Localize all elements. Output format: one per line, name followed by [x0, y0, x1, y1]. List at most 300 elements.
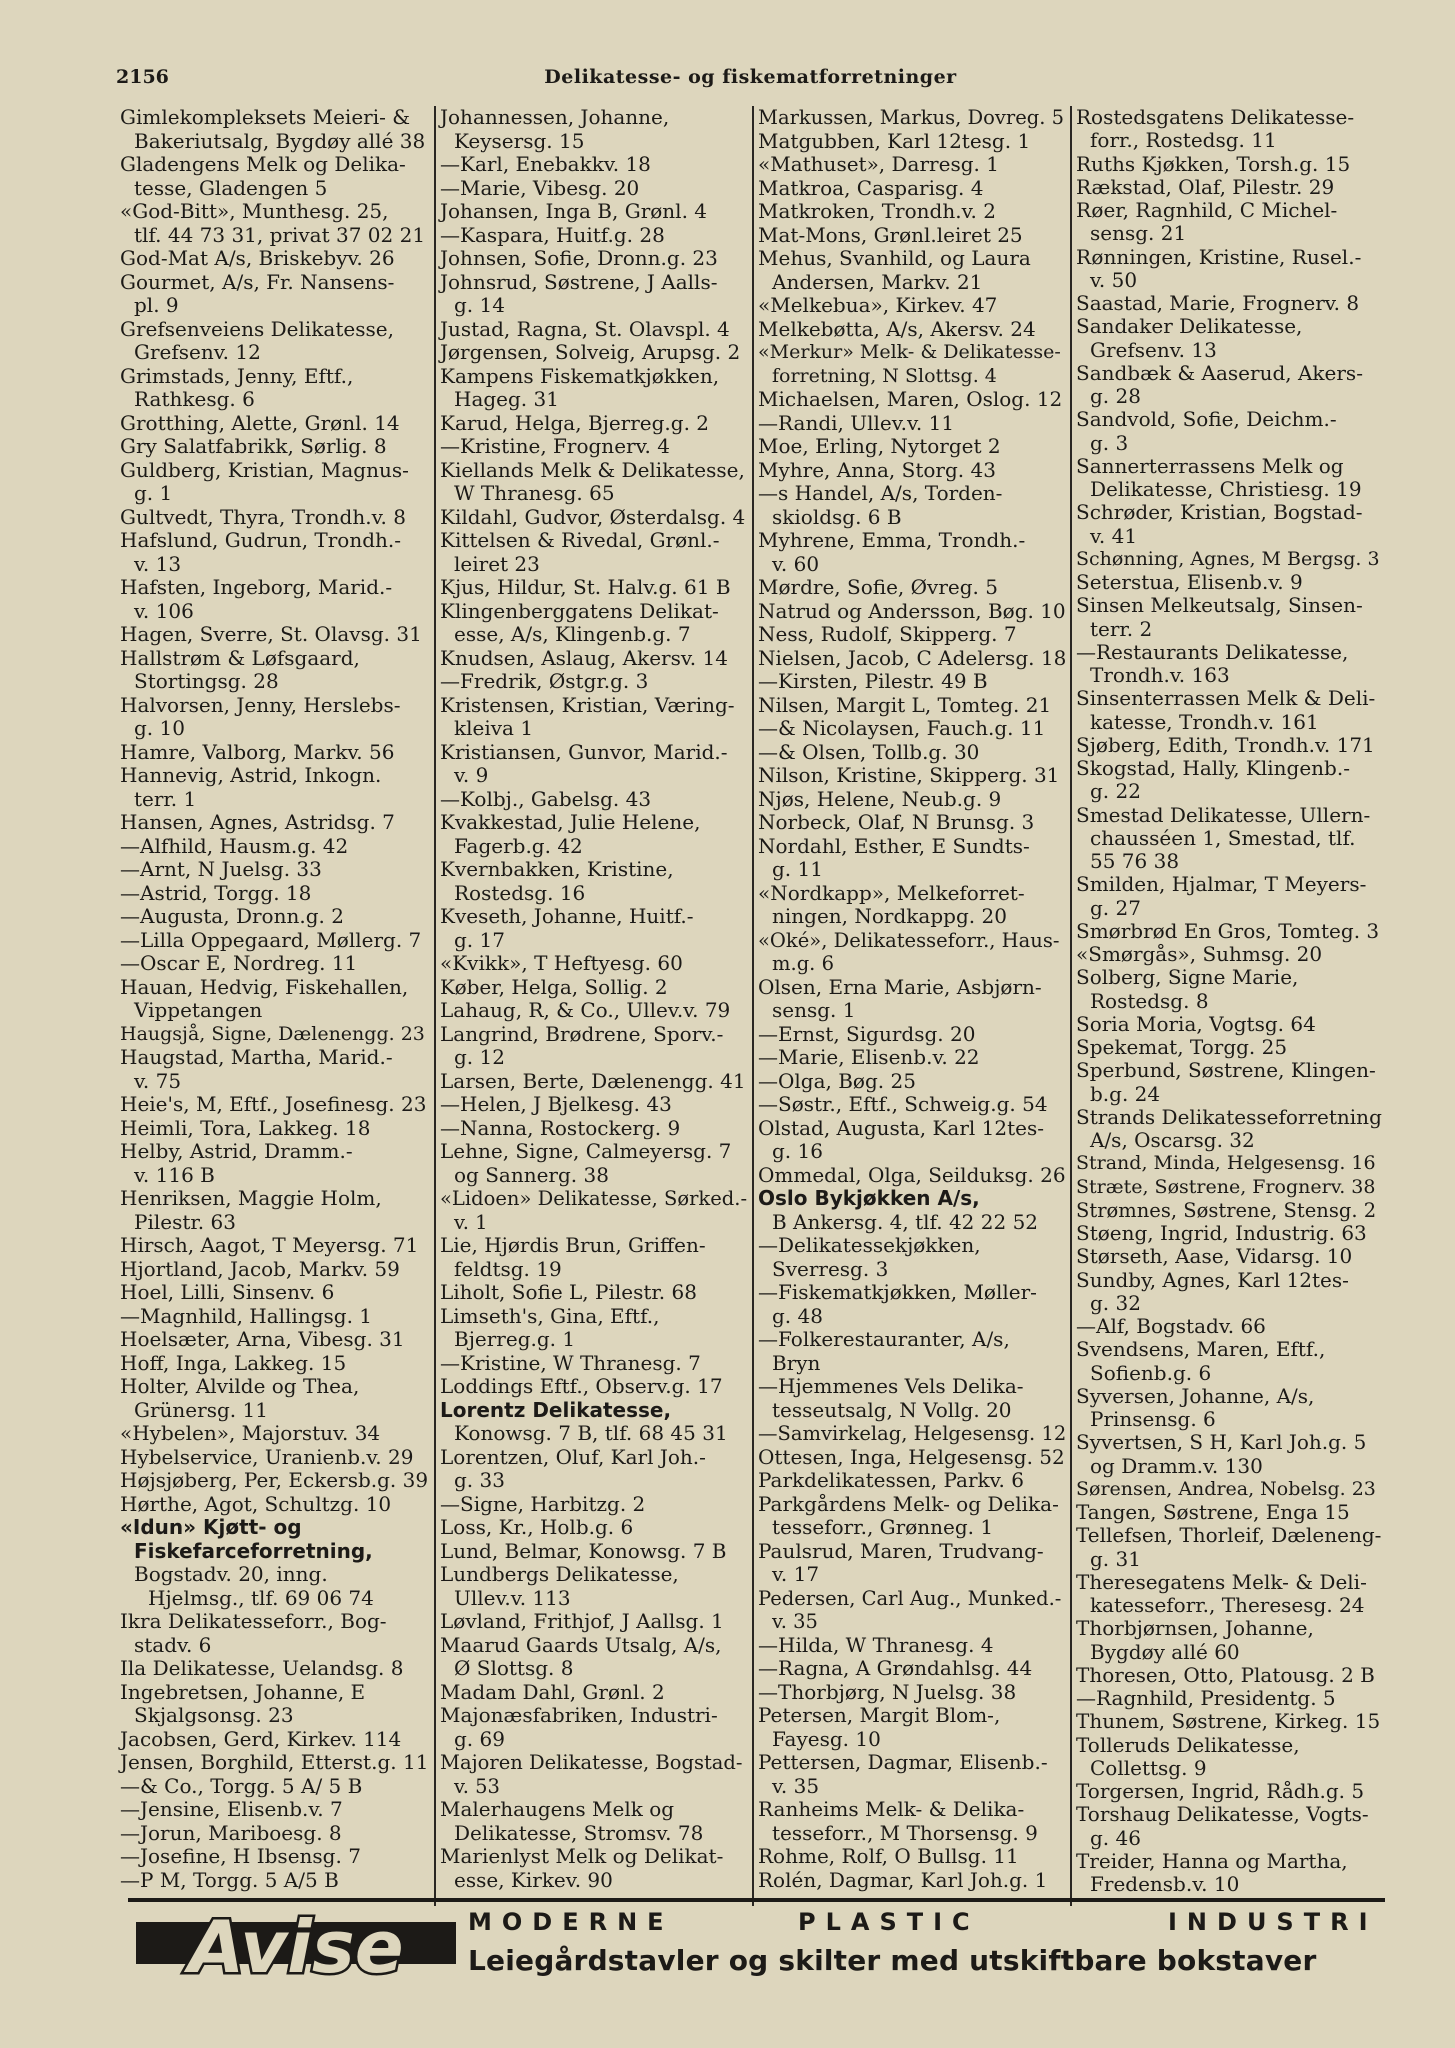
directory-entry [120, 858, 430, 882]
entry-line: Syvertsen, S H, Karl Joh.g. 5 [1076, 1430, 1367, 1455]
entry-line: Tellefsen, Thorleif, Dæleneng- [1076, 1523, 1382, 1548]
entry-line: Gladengens Melk og Delika- [120, 152, 406, 176]
entry-line: Skogstad, Hally, Klingenb.- [1076, 756, 1350, 780]
entry-line: —Fredrik, Østgr.g. 3 [440, 669, 649, 693]
directory-entry [1076, 1431, 1382, 1478]
entry-line: Michaelsen, Maren, Oslog. 12 [758, 387, 1063, 411]
entry-line: Strømnes, Søstrene, Stensg. 2 [1076, 1198, 1377, 1222]
directory-entry [758, 1328, 1066, 1375]
entry-line: Mehus, Svanhild, og Laura [758, 246, 1031, 270]
directory-entry [1076, 1245, 1382, 1268]
directory-column-1 [116, 106, 434, 1906]
directory-entry [440, 1352, 748, 1376]
entry-line: Grefsenv. 12 [134, 340, 261, 364]
entry-line: «Idun» Kjøtt- og [120, 1515, 302, 1539]
entry-line: Matgubben, Karl 12tesg. 1 [758, 128, 1031, 153]
entry-line: Torshaug Delikatesse, Vogts- [1076, 1802, 1369, 1827]
entry-line: Rønningen, Kristine, Rusel.- [1076, 244, 1362, 269]
entry-line: Sofienb.g. 6 [1090, 1360, 1212, 1385]
entry-line: g. 69 [454, 1726, 505, 1751]
directory-entry [120, 764, 430, 811]
entry-line: Gultvedt, Thyra, Trondh.v. 8 [120, 504, 406, 529]
entry-line: g. 1 [134, 481, 173, 505]
entry-line: sensg. 1 [772, 998, 856, 1022]
entry-line: «Hybelen», Majorstuv. 34 [120, 1421, 381, 1445]
directory-entry [120, 1422, 430, 1446]
entry-line: Haugsjå, Signe, Dælenengg. 23 [120, 1022, 425, 1045]
directory-entry [120, 1563, 430, 1610]
entry-line: Bjerreg.g. 1 [454, 1327, 576, 1351]
entry-line: —& Co., Torgg. 5 A/ 5 B [120, 1773, 363, 1798]
directory-entry [758, 1657, 1066, 1681]
directory-column-2 [434, 106, 752, 1906]
directory-entry [120, 741, 430, 765]
entry-line: Johannessen, Johanne, [440, 106, 670, 129]
directory-entry [758, 811, 1066, 835]
directory-entry [120, 1328, 430, 1352]
directory-entry [1076, 1385, 1382, 1432]
entry-line: Natrud og Andersson, Bøg. 10 [758, 598, 1066, 623]
entry-line: Sinsenterrassen Melk & Deli- [1076, 686, 1376, 711]
entry-line: Ø Slottsg. 8 [454, 1656, 574, 1680]
entry-line: —Fiskematkjøkken, Møller- [758, 1280, 1037, 1304]
entry-line: —Folkerestauranter, A/s, [758, 1327, 1010, 1351]
directory-column-3 [752, 106, 1070, 1906]
entry-line: Thoresen, Otto, Platousg. 2 B [1076, 1662, 1375, 1687]
directory-entry [1076, 966, 1382, 1013]
entry-line: Tangen, Søstrene, Enga 15 [1076, 1500, 1350, 1524]
entry-line: —Augusta, Dronn.g. 2 [120, 904, 344, 928]
directory-entry [440, 412, 748, 436]
directory-entry [758, 1869, 1066, 1893]
entry-line: Smestad Delikatesse, Ullern- [1076, 802, 1371, 827]
directory-entry [120, 1023, 430, 1047]
entry-line: Thunem, Søstrene, Kirkeg. 15 [1076, 1709, 1381, 1734]
entry-line: «God-Bitt», Munthesg. 25, [120, 199, 389, 223]
directory-entry [120, 1681, 430, 1728]
entry-line: Helby, Astrid, Dramm.- [120, 1139, 353, 1163]
entry-line: —Ragnhild, Presidentg. 5 [1076, 1686, 1336, 1710]
directory-entry [440, 153, 748, 177]
entry-line: Johansen, Inga B, Grønl. 4 [440, 199, 708, 223]
directory-entry [440, 905, 748, 952]
directory-entry [758, 388, 1066, 412]
directory-entry [440, 952, 748, 976]
entry-line: Kampens Fiskematkjøkken, [440, 363, 720, 388]
directory-entry [120, 976, 430, 1023]
entry-line: Jensen, Borghild, Etterst.g. 11 [120, 1750, 429, 1774]
entry-line: —Kristine, Frognerv. 4 [440, 434, 670, 458]
entry-line: tlf. 44 73 31, privat 37 02 21 [134, 222, 426, 247]
entry-line: v. 41 [1090, 523, 1138, 548]
entry-line: Theresegatens Melk- & Deli- [1076, 1569, 1367, 1594]
directory-entry [1076, 292, 1382, 315]
entry-line: Hagen, Sverre, St. Olavsg. 31 [120, 622, 422, 646]
directory-entry [120, 1140, 430, 1187]
entry-line: Strands Delikatesseforretning [1076, 1104, 1382, 1129]
directory-entry [120, 318, 430, 365]
directory-entry [120, 1657, 430, 1681]
directory-entry [758, 1023, 1066, 1047]
directory-entry [120, 1775, 430, 1799]
entry-line: —Kristine, W Thranesg. 7 [440, 1350, 701, 1375]
entry-line: Gry Salatfabrikk, Sørlig. 8 [120, 434, 387, 458]
entry-line: Hageg. 31 [454, 387, 559, 411]
entry-line: —Søstr., Eftf., Schweig.g. 54 [758, 1092, 1048, 1116]
directory-entry [1076, 1106, 1382, 1153]
entry-line: Rathkesg. 6 [134, 387, 255, 411]
entry-line: Hauan, Hedvig, Fiskehallen, [120, 974, 409, 999]
ad-word-plastic: PLASTIC [798, 1908, 980, 1936]
directory-entry [1076, 571, 1382, 594]
entry-line: Ranheims Melk- & Delika- [758, 1797, 1025, 1821]
entry-line: Johnsrud, Søstrene, J Aalls- [440, 269, 718, 294]
directory-entry [120, 882, 430, 906]
directory-entry [1076, 687, 1382, 734]
entry-line: Haugstad, Martha, Marid.- [120, 1045, 393, 1069]
directory-entry [1076, 1199, 1382, 1222]
entry-line: Madam Dahl, Grønl. 2 [440, 1679, 665, 1704]
directory-entry [1076, 455, 1382, 502]
entry-line: Sundby, Agnes, Karl 12tes- [1076, 1267, 1349, 1292]
directory-entry [440, 1399, 748, 1423]
directory-entry [758, 412, 1066, 436]
entry-line: —Helen, J Bjelkesg. 43 [440, 1092, 672, 1116]
entry-line: v. 50 [1090, 267, 1138, 292]
entry-line: v. 17 [772, 1562, 820, 1586]
directory-entry [758, 647, 1066, 671]
entry-line: Sandbæk & Aaserud, Akers- [1076, 360, 1363, 385]
entry-line: Kveseth, Johanne, Huitf.- [440, 904, 694, 928]
directory-entry [758, 1493, 1066, 1540]
directory-entry [1076, 1501, 1382, 1524]
entry-line: Lorentzen, Oluf, Karl Joh.- [440, 1444, 706, 1469]
directory-entry [120, 1375, 430, 1422]
directory-entry [120, 153, 430, 200]
entry-line: esse, A/s, Klingenb.g. 7 [454, 622, 691, 646]
directory-entry [440, 1281, 748, 1305]
directory-entry [758, 1540, 1066, 1587]
directory-entry [440, 976, 748, 1000]
entry-line: Kildahl, Gudvor, Østerdalsg. 4 [440, 504, 746, 529]
directory-entry [120, 1305, 430, 1329]
entry-line: Hybelservice, Uranienb.v. 29 [120, 1444, 414, 1469]
entry-line: Svendsens, Maren, Eftf., [1076, 1337, 1326, 1362]
directory-entry [1076, 594, 1382, 641]
entry-line: Myhre, Anna, Storg. 43 [758, 457, 996, 482]
entry-line: —Olga, Bøg. 25 [758, 1068, 916, 1093]
entry-line: Ommedal, Olga, Seilduksg. 26 [758, 1162, 1066, 1187]
page-title: Delikatesse- og fiskematforretninger [544, 66, 957, 88]
entry-line: Lundbergs Delikatesse, [440, 1562, 679, 1586]
entry-line: Skjalgsonsg. 23 [134, 1703, 294, 1727]
entry-line: Malerhaugens Melk og [440, 1797, 675, 1821]
entry-line: —Oscar E, Nordreg. 11 [120, 951, 358, 975]
directory-entry [120, 1516, 430, 1563]
entry-line: Løvland, Frithjof, J Aallsg. 1 [440, 1609, 724, 1633]
directory-entry [440, 788, 748, 812]
directory-entry [440, 576, 748, 600]
directory-entry [120, 106, 430, 153]
entry-line: Ullev.v. 113 [454, 1585, 571, 1610]
avise-logo-text: Avise [188, 1908, 404, 1980]
directory-entry [1076, 501, 1382, 548]
entry-line: Hamre, Valborg, Markv. 56 [120, 739, 395, 764]
directory-entry [758, 177, 1066, 201]
entry-line: Gourmet, A/s, Fr. Nansens- [120, 269, 395, 294]
entry-line: Paulsrud, Maren, Trudvang- [758, 1538, 1044, 1563]
entry-line: Larsen, Berte, Dælenengg. 41 [440, 1068, 746, 1093]
entry-line: Pedersen, Carl Aug., Munked.- [758, 1586, 1062, 1610]
entry-line: Soria Moria, Vogtsg. 64 [1076, 1011, 1316, 1036]
directory-entry [758, 1681, 1066, 1705]
entry-line: Bryn [772, 1350, 821, 1375]
entry-line: tesseutsalg, N Vollg. 20 [772, 1397, 1012, 1422]
entry-line: —Signe, Harbitzg. 2 [440, 1491, 646, 1516]
directory-entry [1076, 1315, 1382, 1338]
directory-entry [758, 1211, 1066, 1235]
entry-line: Hoff, Inga, Lakkeg. 15 [120, 1350, 347, 1375]
directory-entry [120, 952, 430, 976]
entry-line: Rolén, Dagmar, Karl Joh.g. 1 [758, 1867, 1048, 1892]
entry-line: Sinsen Melkeutsalg, Sinsen- [1076, 593, 1363, 618]
directory-entry [758, 576, 1066, 600]
directory-entry [1076, 641, 1382, 688]
directory-entry [1076, 153, 1382, 176]
entry-line: —Samvirkelag, Helgesensg. 12 [758, 1422, 1067, 1445]
entry-line: Solberg, Signe Marie, [1076, 965, 1299, 990]
directory-entry [758, 106, 1066, 130]
entry-line: Røer, Ragnhild, C Michel- [1076, 198, 1338, 222]
directory-entry [758, 435, 1066, 459]
entry-line: sensg. 21 [1090, 221, 1187, 246]
entry-line: v. 35 [772, 1610, 818, 1633]
entry-line: —P M, Torgg. 5 A/5 B [120, 1867, 339, 1892]
entry-line: tesse, Gladengen 5 [134, 175, 328, 200]
directory-entry [758, 670, 1066, 694]
entry-line: Rostedsg. 16 [454, 880, 586, 905]
directory-entry [758, 1070, 1066, 1094]
entry-line: «Lidoen» Delikatesse, Sørked.- [440, 1187, 748, 1210]
directory-entry [758, 1446, 1066, 1470]
directory-entry [440, 670, 748, 694]
directory-entry [120, 459, 430, 506]
directory-entry [758, 976, 1066, 1023]
entry-line: —Arnt, N Juelsg. 33 [120, 857, 322, 881]
entry-line: g. 12 [454, 1045, 505, 1069]
entry-line: b.g. 24 [1090, 1081, 1161, 1106]
entry-line: Delikatesse, Christiesg. 19 [1090, 477, 1362, 501]
entry-line: feldtsg. 19 [454, 1256, 562, 1281]
directory-entry [120, 1234, 430, 1258]
entry-line: Støeng, Ingrid, Industrig. 63 [1076, 1221, 1367, 1245]
entry-line: Maarud Gaards Utsalg, A/s, [440, 1632, 722, 1657]
entry-line: kleiva 1 [454, 716, 534, 740]
directory-entry [120, 412, 430, 436]
directory-entry [1076, 1524, 1382, 1571]
entry-line: «Mathuset», Darresg. 1 [758, 152, 999, 176]
entry-line: Bakeriutsalg, Bygdøy allé 38 [134, 128, 426, 153]
entry-line: Syversen, Johanne, A/s, [1076, 1383, 1315, 1408]
entry-line: God-Mat A/s, Briskebyv. 26 [120, 246, 395, 270]
directory-entry [120, 1258, 430, 1282]
directory-entry [120, 200, 430, 247]
entry-line: Køber, Helga, Sollig. 2 [440, 974, 668, 999]
directory-entry [758, 929, 1066, 976]
entry-line: B Ankersg. 4, tlf. 42 22 52 [772, 1209, 1039, 1234]
entry-line: Thorbjørnsen, Johanne, [1076, 1616, 1314, 1641]
entry-line: Sandaker Delikatesse, [1076, 314, 1303, 339]
entry-line: Bogstadv. 20, inng. [134, 1562, 328, 1586]
entry-line: Holter, Alvilde og Thea, [120, 1374, 360, 1398]
entry-line: Jørgensen, Solveig, Arupsg. 2 [440, 340, 741, 364]
directory-entry [120, 506, 430, 530]
entry-line: Smørbrød En Gros, Tomteg. 3 [1076, 918, 1380, 943]
directory-entry [440, 318, 748, 342]
entry-line: «Kvikk», T Heftyesg. 60 [440, 951, 683, 975]
directory-entry [440, 600, 748, 647]
directory-entry [120, 1093, 430, 1117]
directory-entry [440, 1305, 748, 1352]
directory-entry [1076, 734, 1382, 757]
directory-entry [1076, 757, 1382, 804]
directory-entry [758, 1704, 1066, 1751]
entry-line: Grünersg. 11 [134, 1397, 268, 1422]
entry-line: Gimlekompleksets Meieri- & [120, 106, 411, 129]
entry-line: —Ernst, Sigurdsg. 20 [758, 1021, 976, 1046]
directory-entry [1076, 1710, 1382, 1733]
entry-line: Pettersen, Dagmar, Elisenb.- [758, 1750, 1048, 1774]
entry-line: Ikra Delikatesseforr., Bog- [120, 1609, 387, 1633]
directory-entry [120, 1469, 430, 1493]
directory-entry [440, 741, 748, 788]
directory-entry [758, 459, 1066, 483]
directory-entry [1076, 920, 1382, 943]
entry-line: Hoel, Lilli, Sinsenv. 6 [120, 1280, 335, 1304]
entry-line: Heie's, M, Eftf., Josefinesg. 23 [120, 1092, 427, 1116]
entry-line: Stortingsg. 28 [134, 669, 279, 693]
directory-entry [440, 1845, 748, 1892]
directory-entry [120, 623, 430, 647]
entry-line: forr., Rostedsg. 11 [1090, 128, 1277, 153]
entry-line: Johnsen, Sofie, Dronn.g. 23 [440, 246, 718, 270]
directory-entry [1076, 1803, 1382, 1850]
entry-line: Heimli, Tora, Lakkeg. 18 [120, 1115, 371, 1140]
entry-line: Hafsten, Ingeborg, Marid.- [120, 575, 393, 599]
directory-entry [120, 576, 430, 623]
directory-entry [758, 835, 1066, 882]
directory-entry [440, 647, 748, 671]
entry-line: —Restaurants Delikatesse, [1076, 639, 1349, 664]
directory-entry [120, 435, 430, 459]
entry-line: Justad, Ragna, St. Olavspl. 4 [440, 316, 730, 341]
entry-line: g. 33 [454, 1468, 505, 1492]
entry-line: Limseth's, Gina, Eftf., [440, 1303, 660, 1328]
directory-entry [758, 717, 1066, 741]
directory-entry [1076, 1176, 1382, 1199]
directory-entry [1076, 1338, 1382, 1385]
directory-entry [440, 1070, 748, 1094]
entry-line: chausséen 1, Smestad, tlf. [1090, 825, 1356, 850]
entry-line: —Randi, Ullev.v. 11 [758, 410, 955, 435]
directory-entry [758, 1117, 1066, 1164]
directory-entry [758, 130, 1066, 154]
entry-line: Kjus, Hildur, St. Halv.g. 61 B [440, 575, 731, 599]
entry-line: Størseth, Aase, Vidarsg. 10 [1076, 1244, 1353, 1269]
entry-line: Schrøder, Kristian, Bogstad- [1076, 500, 1363, 525]
directory-entry [120, 1728, 430, 1752]
directory-entry [120, 929, 430, 953]
entry-line: Grefsenveiens Delikatesse, [120, 316, 394, 341]
directory-entry [1076, 362, 1382, 409]
entry-line: Delikatesse, Stromsv. 78 [454, 1820, 704, 1845]
entry-line: Hannevig, Astrid, Inkogn. [120, 763, 382, 787]
entry-line: Fayesg. 10 [772, 1726, 881, 1751]
entry-line: Nilson, Kristine, Skipperg. 31 [758, 763, 1060, 787]
entry-line: g. 3 [1090, 430, 1129, 455]
advertisement-tagline: Leiegårdstavler og skilter med utskiftbare bokstaver [468, 1944, 1317, 1977]
entry-line: g. 28 [1090, 384, 1141, 408]
directory-entry [440, 1187, 748, 1234]
directory-entry [1076, 199, 1382, 246]
directory-entry [120, 1845, 430, 1869]
directory-entry [1076, 1152, 1382, 1175]
directory-entry [1076, 176, 1382, 199]
directory-entry [758, 224, 1066, 248]
entry-line: Fiskefarceforretning, [134, 1538, 373, 1563]
directory-entry [440, 459, 748, 506]
directory-entry [758, 1281, 1066, 1328]
entry-line: Fredensb.v. 10 [1090, 1872, 1240, 1896]
entry-line: —Hjemmenes Vels Delika- [758, 1374, 1024, 1398]
entry-line: Moe, Erling, Nytorget 2 [758, 434, 1001, 458]
entry-line: Langrind, Brødrene, Sporv.- [440, 1021, 724, 1046]
entry-line: terr. 2 [1090, 616, 1153, 641]
directory-entry [758, 247, 1066, 294]
directory-entry [120, 647, 430, 694]
directory-entry [440, 1493, 748, 1517]
entry-line: Parkgårdens Melk- og Delika- [758, 1491, 1059, 1516]
directory-entry [758, 600, 1066, 624]
advertisement-words [468, 1908, 1385, 1938]
entry-line: W Thranesg. 65 [454, 481, 615, 505]
directory-entry [1076, 1059, 1382, 1106]
entry-line: Mat-Mons, Grønl.leiret 25 [758, 222, 1023, 247]
entry-line: Henriksen, Maggie Holm, [120, 1186, 382, 1210]
entry-line: Tolleruds Delikatesse, [1076, 1732, 1300, 1757]
directory-entry [758, 1375, 1066, 1422]
entry-line: —Astrid, Torgg. 18 [120, 880, 312, 905]
entry-line: Kvakkestad, Julie Helene, [440, 810, 701, 834]
directory-entry [758, 1751, 1066, 1798]
entry-line: tesseforr., Grønneg. 1 [772, 1515, 994, 1539]
entry-line: g. 16 [772, 1139, 823, 1163]
directory-entry [120, 1493, 430, 1517]
directory-entry [440, 106, 748, 153]
directory-entry [758, 741, 1066, 765]
directory-entry [120, 835, 430, 859]
directory-entry [758, 1164, 1066, 1188]
advertisement [128, 1908, 1385, 1982]
entry-line: m.g. 6 [772, 952, 834, 975]
entry-line: Sjøberg, Edith, Trondh.v. 171 [1076, 732, 1375, 757]
directory-columns [116, 106, 1386, 1906]
directory-entry [120, 1352, 430, 1376]
entry-line: Treider, Hanna og Martha, [1076, 1848, 1348, 1873]
entry-line: Njøs, Helene, Neub.g. 9 [758, 786, 1002, 811]
entry-line: Hørthe, Agot, Schultzg. 10 [120, 1491, 392, 1516]
directory-entry [758, 1798, 1066, 1845]
